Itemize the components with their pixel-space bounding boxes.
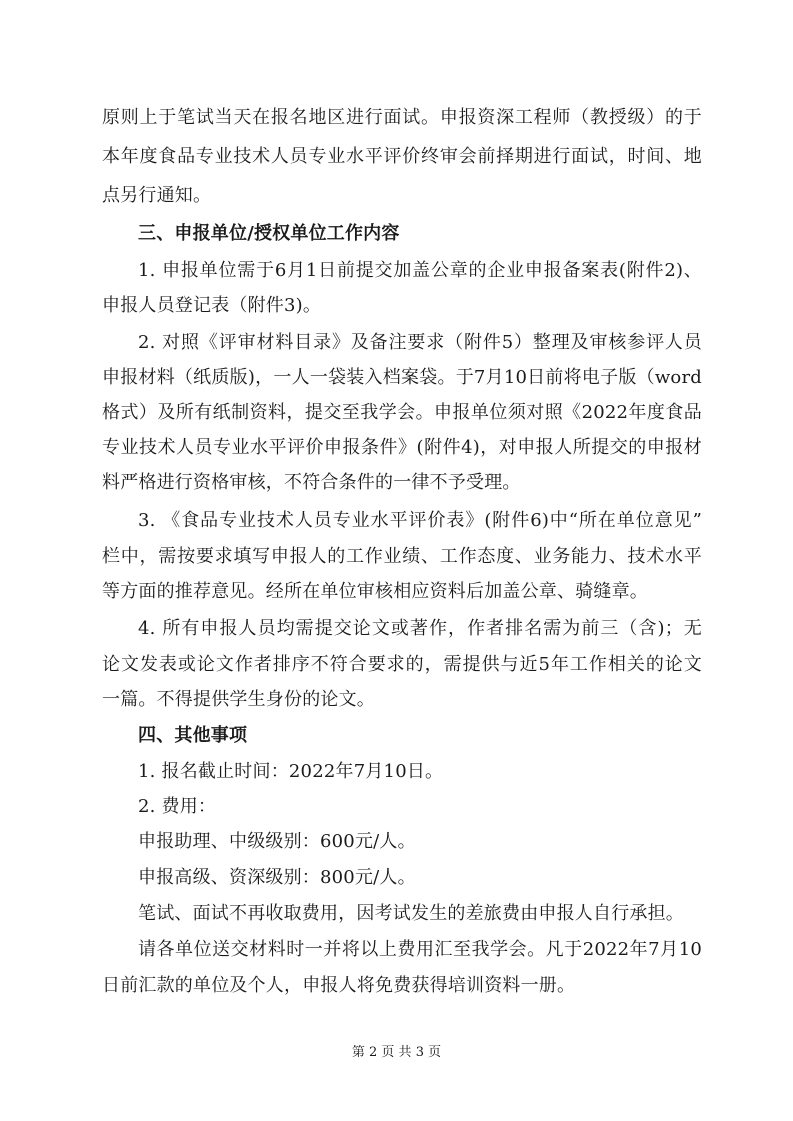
page-footer: 第 2 页 共 3 页 — [351, 1045, 442, 1060]
paragraph-line: 原则上于笔试当天在报名地区进行面试。申报资深工程师（教授级）的于 — [102, 107, 702, 128]
paragraph-line: 1. 申报单位需于6月1日前提交加盖公章的企业申报备案表(附件2)、 — [138, 260, 702, 281]
paragraph-line: 格式）及所有纸制资料，提交至我学会。申报单位须对照《2022年度食品 — [102, 402, 702, 423]
paragraph-line: 请各单位送交材料时一并将以上费用汇至我学会。凡于2022年7月10 — [138, 939, 702, 960]
paragraph-line: 专业技术人员专业水平评价申报条件》(附件4)，对申报人所提交的申报材 — [102, 437, 702, 458]
paragraph-line: 一篇。不得提供学生身份的论文。 — [102, 689, 375, 710]
paragraph-line: 申报人员登记表（附件3)。 — [102, 295, 322, 316]
paragraph-line: 笔试、面试不再收取费用，因考试发生的差旅费由申报人自行承担。 — [138, 903, 684, 924]
paragraph-line: 论文发表或论文作者排序不符合要求的，需提供与近5年工作相关的论文 — [102, 654, 702, 675]
paragraph-line: 申报材料（纸质版)，一人一袋装入档案袋。于7月10日前将电子版（word — [102, 367, 702, 388]
section-heading-4: 四、其他事项 — [138, 725, 248, 746]
paragraph-line: 日前汇款的单位及个人，申报人将免费获得培训资料一册。 — [102, 975, 576, 996]
paragraph-line: 3. 《食品专业技术人员专业水平评价表》(附件6)中“所在单位意见” — [138, 510, 702, 531]
paragraph-line: 1. 报名截止时间：2022年7月10日。 — [138, 761, 444, 782]
paragraph-line: 料严格进行资格审核，不符合条件的一律不予受理。 — [102, 472, 521, 493]
paragraph-line: 2. 对照《评审材料目录》及备注要求（附件5）整理及审核参评人员 — [138, 332, 702, 353]
paragraph-line: 申报高级、资深级别：800元/人。 — [138, 867, 416, 888]
paragraph-line: 申报助理、中级级别：600元/人。 — [138, 831, 416, 852]
paragraph-line: 4. 所有申报人员均需提交论文或著作，作者排名需为前三（含)；无 — [138, 618, 702, 639]
paragraph-line: 本年度食品专业技术人员专业水平评价终审会前择期进行面试，时间、地 — [102, 146, 702, 167]
section-heading-3: 三、申报单位/授权单位工作内容 — [138, 223, 400, 244]
paragraph-line: 等方面的推荐意见。经所在单位审核相应资料后加盖公章、骑缝章。 — [102, 581, 648, 602]
paragraph-line: 点另行通知。 — [102, 185, 212, 206]
paragraph-line: 栏中，需按要求填写申报人的工作业绩、工作态度、业务能力、技术水平 — [102, 546, 702, 567]
paragraph-line: 2. 费用： — [138, 796, 217, 817]
